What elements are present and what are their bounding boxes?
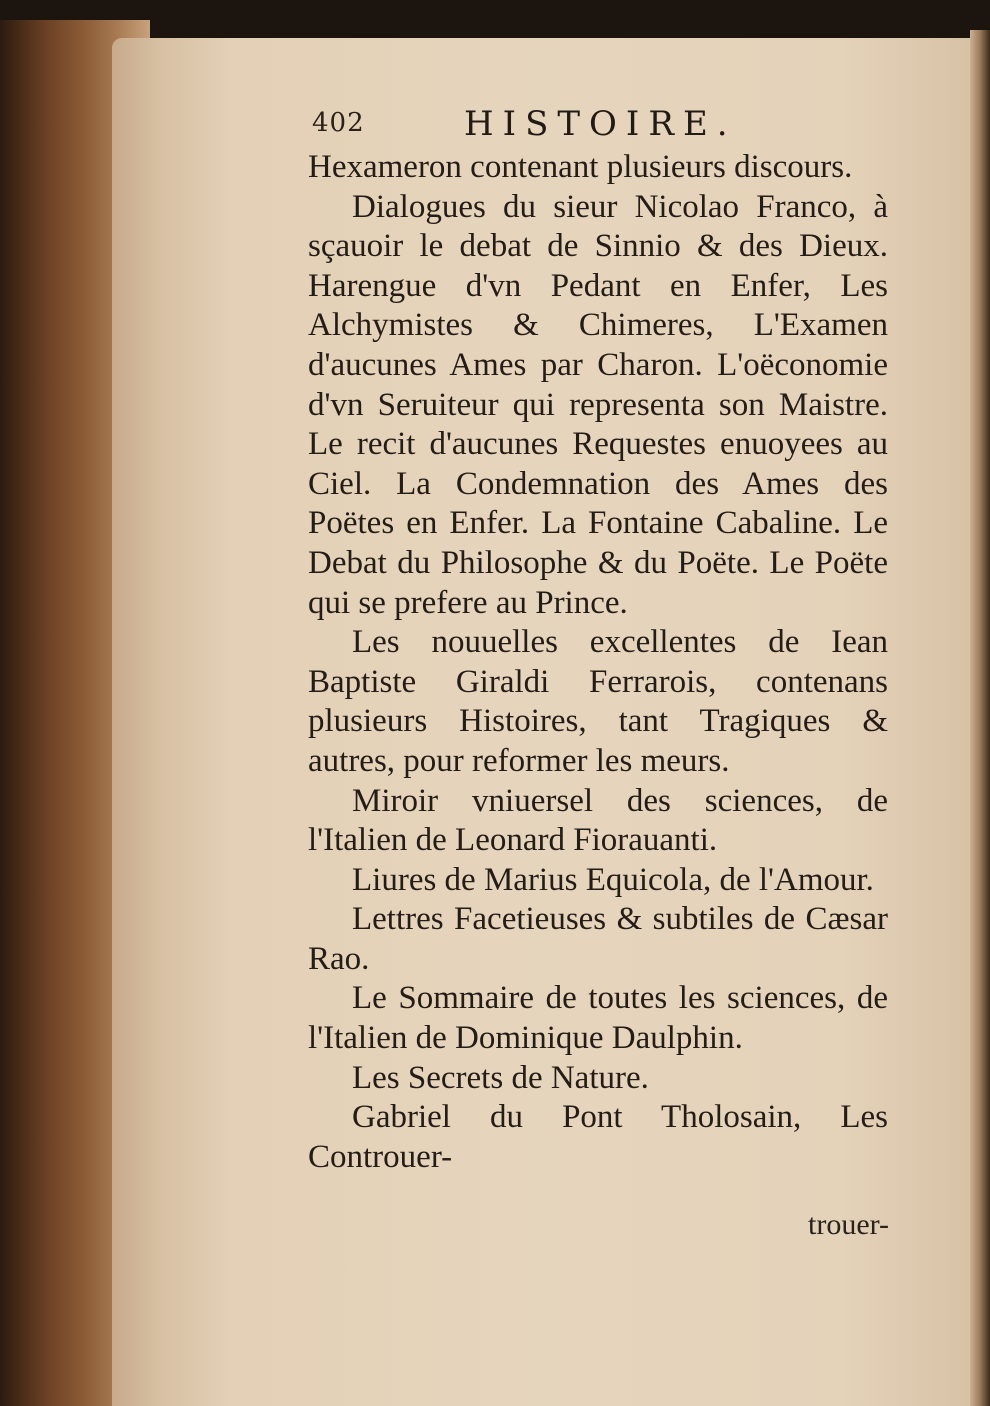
paragraph-hexameron: Hexameron contenant plusieurs discours. [308,149,853,185]
catchword: trouer- [808,1208,890,1241]
paragraph-gabriel: Gabriel du Pont Tholosain, Les Controuer- [308,1099,888,1175]
running-head: HISTOIRE. [464,104,737,144]
body-text [308,148,888,1177]
page-header [312,104,892,148]
facing-page-edge [970,30,990,1406]
paragraph-lettres: Lettres Facetieuses & subtiles de Cæsar Rao. [308,901,888,977]
paragraph-sommaire: Le Sommaire de toutes les sciences, de l'Italien de Dominique Daulphin. [308,980,888,1057]
page-number: 402 [312,108,365,138]
paragraph-miroir: Miroir vniuersel des sciences, de l'Italien de Leonard Fiorauanti. [308,782,888,859]
paragraph-secrets: Les Secrets de Nature. [352,1059,649,1096]
paragraph-liures: Liures de Marius Equicola, de l'Amour. [352,861,874,898]
paragraph-nouuelles: Les nouuelles excellentes de Iean Baptiste Giraldi Ferrarois, contenans plusieurs Histoires, tant Tragiques & autres, pour reformer les meurs. [308,624,888,779]
paragraph-dialogues: Dialogues du sieur Nicolao Franco, à sçauoir le debat de Sinnio & des Dieux. Harengue d'vn Pedant en Enfer, Les Alchymistes & Chimeres, L'Examen d'aucunes Ames par Charon. L'oëconomie d'vn Seruiteur qui representa son Maistre. Le recit d'aucunes Requestes enuoyees au Ciel. La Condemnation des Ames des Poëtes en Enfer. La Fontaine Cabaline. Le Debat du Philosophe & du Poëte. Le Poëte qui se prefere au Prince. [308,188,888,621]
